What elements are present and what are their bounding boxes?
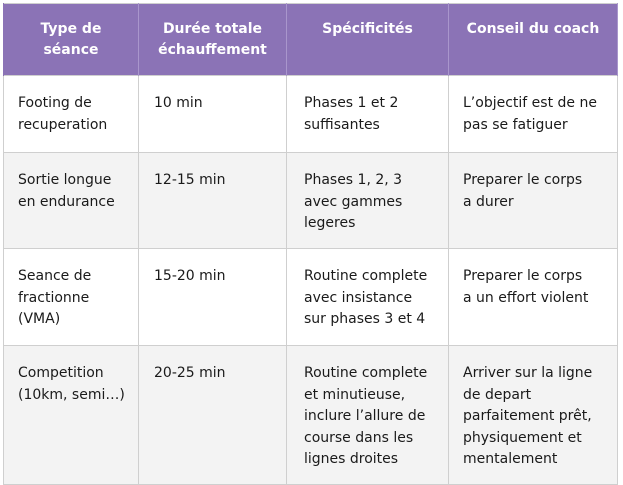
- header-duree-totale: Durée totale échauffement: [139, 4, 287, 76]
- cell-specificites: Routine complete avec insistance sur phases 3 et 4: [287, 249, 449, 346]
- cell-type-seance: Seance de fractionne (VMA): [4, 249, 139, 346]
- cell-specificites: Phases 1, 2, 3 avec gammes legeres: [287, 153, 449, 249]
- header-specificites: Spécificités: [287, 4, 449, 76]
- cell-type-seance: Competition (10km, semi…): [4, 346, 139, 485]
- cell-specificites: Routine complete et minutieuse, inclure l’allure de course dans les lignes droites: [287, 346, 449, 485]
- header-type-seance: Type de séance: [4, 4, 139, 76]
- table-row: [4, 76, 618, 153]
- table-row: [4, 249, 618, 346]
- warmup-table: [3, 3, 618, 485]
- cell-conseil: Preparer le corps a un effort violent: [449, 249, 618, 346]
- cell-type-seance: Footing de recuperation: [4, 76, 139, 153]
- cell-type-seance: Sortie longue en endurance: [4, 153, 139, 249]
- cell-specificites: Phases 1 et 2 suffisantes: [287, 76, 449, 153]
- cell-duree: 12-15 min: [139, 153, 287, 249]
- cell-conseil: Preparer le corps a durer: [449, 153, 618, 249]
- cell-duree: 20-25 min: [139, 346, 287, 485]
- table-header-row: [4, 4, 618, 76]
- cell-conseil: L’objectif est de ne pas se fatiguer: [449, 76, 618, 153]
- header-conseil-coach: Conseil du coach: [449, 4, 618, 76]
- table-row: [4, 153, 618, 249]
- table-row: [4, 346, 618, 485]
- cell-duree: 15-20 min: [139, 249, 287, 346]
- cell-conseil: Arriver sur la ligne de depart parfaitement prêt, physiquement et mentalement: [449, 346, 618, 485]
- cell-duree: 10 min: [139, 76, 287, 153]
